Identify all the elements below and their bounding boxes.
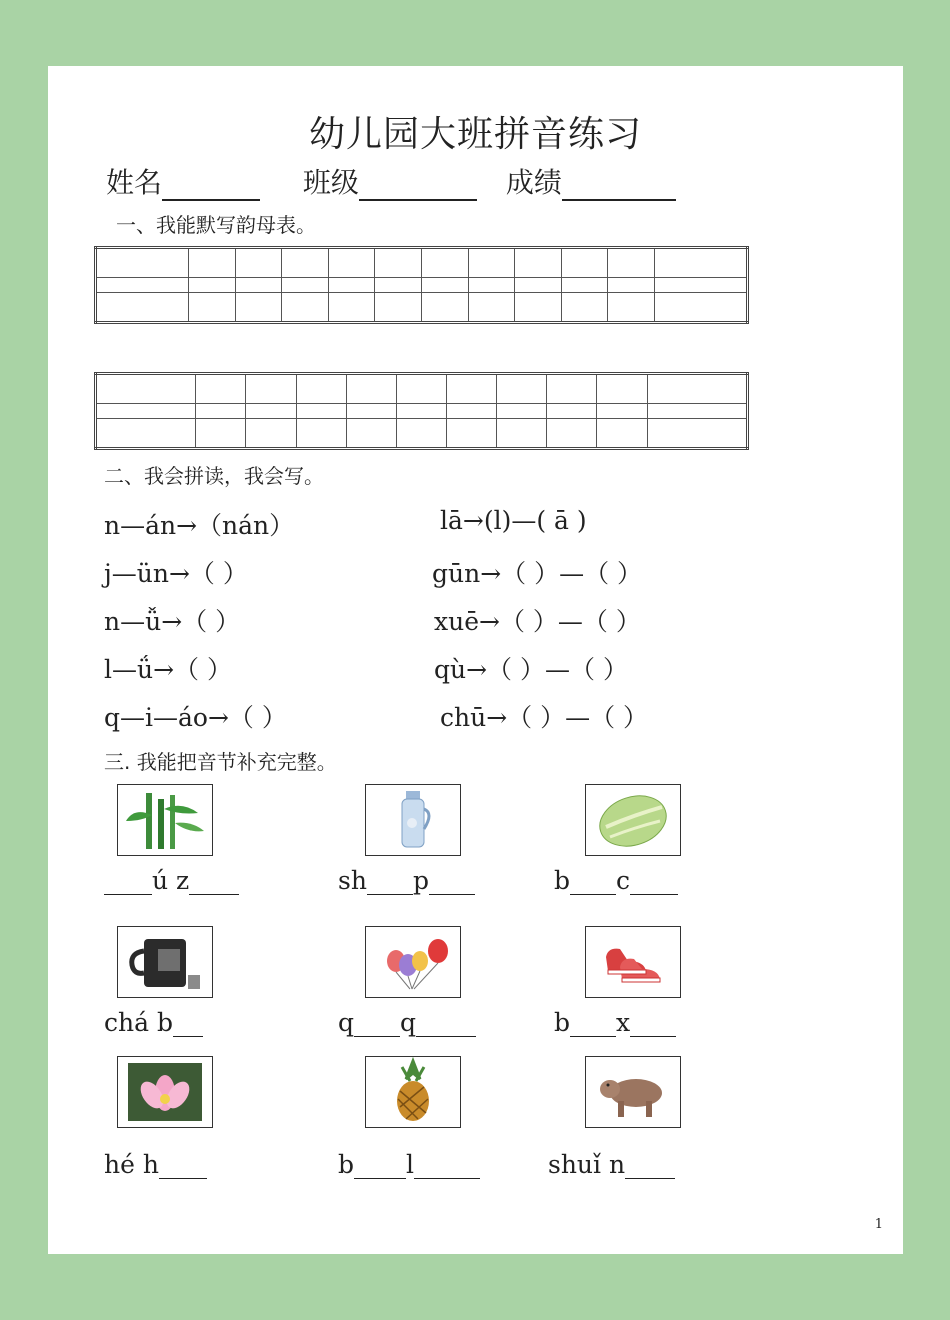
balloons-icon	[365, 926, 461, 998]
grid-cell[interactable]	[196, 404, 246, 419]
grid-cell[interactable]	[235, 293, 282, 323]
fill-item-2: sh p	[338, 866, 475, 895]
grid-cell[interactable]	[468, 278, 515, 293]
grid-cell[interactable]	[375, 293, 422, 323]
answer-blank[interactable]	[173, 1014, 203, 1037]
grid-cell[interactable]	[647, 419, 747, 449]
spell-left-1: n—án→（nán）	[104, 511, 295, 540]
shoes-icon	[585, 926, 681, 998]
grid-cell[interactable]	[497, 419, 547, 449]
grid-cell[interactable]	[561, 293, 608, 323]
section3-heading: 三. 我能把音节补充完整。	[104, 750, 337, 774]
grid-cell[interactable]	[447, 404, 497, 419]
grid-cell[interactable]	[282, 278, 329, 293]
grid-cell[interactable]	[246, 374, 296, 404]
grid-cell[interactable]	[597, 374, 647, 404]
grid-cell[interactable]	[608, 293, 655, 323]
fill-item-4: chá b	[104, 1008, 203, 1037]
grid-cell[interactable]	[396, 419, 446, 449]
section2-heading: 二、我会拼读，我会写。	[104, 464, 324, 488]
grid-cell[interactable]	[189, 293, 236, 323]
name-blank[interactable]	[162, 175, 260, 201]
fill-item-8: b l	[338, 1150, 480, 1179]
grid-cell[interactable]	[497, 404, 547, 419]
grid-cell[interactable]	[547, 404, 597, 419]
grid-cell[interactable]	[396, 374, 446, 404]
answer-blank[interactable]	[416, 1014, 476, 1037]
grid-cell[interactable]	[346, 374, 396, 404]
answer-blank[interactable]	[104, 872, 152, 895]
grid-cell[interactable]	[296, 419, 346, 449]
grid-cell[interactable]	[328, 248, 375, 278]
grid-cell[interactable]	[282, 293, 329, 323]
score-blank[interactable]	[562, 175, 676, 201]
grid-cell[interactable]	[296, 404, 346, 419]
bamboo-icon	[117, 784, 213, 856]
grid-cell[interactable]	[235, 278, 282, 293]
grid-cell[interactable]	[515, 278, 562, 293]
grid-cell[interactable]	[96, 293, 189, 323]
grid-cell[interactable]	[515, 248, 562, 278]
grid-cell[interactable]	[447, 374, 497, 404]
page-number: 1	[874, 1217, 883, 1232]
spell-left-4: l—ǘ→（ ）	[104, 655, 232, 684]
grid-cell[interactable]	[282, 248, 329, 278]
grid-cell[interactable]	[96, 404, 196, 419]
answer-blank[interactable]	[354, 1156, 406, 1179]
grid-cell[interactable]	[346, 404, 396, 419]
fill-item-3: b c	[554, 866, 678, 895]
worksheet-page	[48, 66, 903, 1254]
grid-cell[interactable]	[654, 278, 747, 293]
name-label: 姓名	[106, 166, 163, 199]
grid-cell[interactable]	[468, 293, 515, 323]
grid-cell[interactable]	[328, 293, 375, 323]
answer-blank[interactable]	[630, 872, 678, 895]
grid-cell[interactable]	[96, 419, 196, 449]
grid-cell[interactable]	[196, 374, 246, 404]
grid-cell[interactable]	[597, 419, 647, 449]
section1-heading: 一、我能默写韵母表。	[116, 213, 316, 237]
hippo-icon	[585, 1056, 681, 1128]
vowel-grid-1[interactable]	[94, 246, 749, 324]
fill-item-7: hé h	[104, 1150, 207, 1179]
grid-cell[interactable]	[547, 374, 597, 404]
grid-cell[interactable]	[246, 404, 296, 419]
grid-cell[interactable]	[647, 404, 747, 419]
fill-item-1: ú z	[104, 866, 239, 895]
grid-cell[interactable]	[421, 248, 468, 278]
answer-blank[interactable]	[354, 1014, 400, 1037]
grid-cell[interactable]	[246, 419, 296, 449]
grid-cell[interactable]	[189, 248, 236, 278]
answer-blank[interactable]	[429, 872, 475, 895]
spell-left-5: q—i—áo→（ ）	[104, 703, 287, 732]
grid-cell[interactable]	[468, 248, 515, 278]
grid-cell[interactable]	[296, 374, 346, 404]
spell-right-3: xuē→（ ）—（ ）	[434, 607, 641, 636]
score-label: 成绩	[505, 166, 562, 199]
lotus-icon	[117, 1056, 213, 1128]
grid-cell[interactable]	[328, 278, 375, 293]
grid-cell[interactable]	[396, 404, 446, 419]
grid-cell[interactable]	[547, 419, 597, 449]
class-label: 班级	[302, 166, 359, 199]
spell-right-2: gūn→（ ）—（ ）	[432, 559, 643, 588]
grid-cell[interactable]	[654, 293, 747, 323]
answer-blank[interactable]	[570, 872, 616, 895]
spell-left-2: j—ün→（ ）	[104, 559, 248, 588]
grid-cell[interactable]	[375, 278, 422, 293]
spell-left-3: n—ǚ→（ ）	[104, 607, 241, 636]
cabbage-icon	[585, 784, 681, 856]
fill-item-9: shuǐ n	[548, 1150, 675, 1179]
grid-cell[interactable]	[421, 278, 468, 293]
answer-blank[interactable]	[625, 1156, 675, 1179]
fill-item-6: b x	[554, 1008, 676, 1037]
grid-cell[interactable]	[561, 278, 608, 293]
page-title: 幼儿园大班拼音练习	[308, 114, 642, 155]
grid-cell[interactable]	[447, 419, 497, 449]
answer-blank[interactable]	[630, 1014, 676, 1037]
grid-cell[interactable]	[608, 278, 655, 293]
grid-cell[interactable]	[421, 293, 468, 323]
grid-cell[interactable]	[515, 293, 562, 323]
student-info	[106, 161, 676, 201]
grid-cell[interactable]	[375, 248, 422, 278]
pineapple-icon	[365, 1056, 461, 1128]
mug-icon	[117, 926, 213, 998]
grid-cell[interactable]	[497, 374, 547, 404]
answer-blank[interactable]	[414, 1156, 480, 1179]
vowel-grid-2[interactable]	[94, 372, 749, 450]
grid-cell[interactable]	[96, 374, 196, 404]
grid-cell[interactable]	[597, 404, 647, 419]
class-blank[interactable]	[359, 175, 477, 201]
thermos-icon	[365, 784, 461, 856]
grid-cell[interactable]	[235, 248, 282, 278]
grid-cell[interactable]	[96, 248, 189, 278]
spell-right-1: lā→(l)—( ā )	[440, 506, 587, 535]
grid-cell[interactable]	[647, 374, 747, 404]
spell-right-4: qù→（ ）—（ ）	[434, 655, 628, 684]
answer-blank[interactable]	[189, 872, 239, 895]
grid-cell[interactable]	[189, 278, 236, 293]
grid-cell[interactable]	[96, 278, 189, 293]
answer-blank[interactable]	[570, 1014, 616, 1037]
grid-cell[interactable]	[654, 248, 747, 278]
spell-right-5: chū→（ ）—（ ）	[440, 703, 649, 732]
answer-blank[interactable]	[367, 872, 413, 895]
grid-cell[interactable]	[608, 248, 655, 278]
fill-item-5: q q	[338, 1008, 476, 1037]
answer-blank[interactable]	[159, 1156, 207, 1179]
grid-cell[interactable]	[196, 419, 246, 449]
grid-cell[interactable]	[561, 248, 608, 278]
grid-cell[interactable]	[346, 419, 396, 449]
